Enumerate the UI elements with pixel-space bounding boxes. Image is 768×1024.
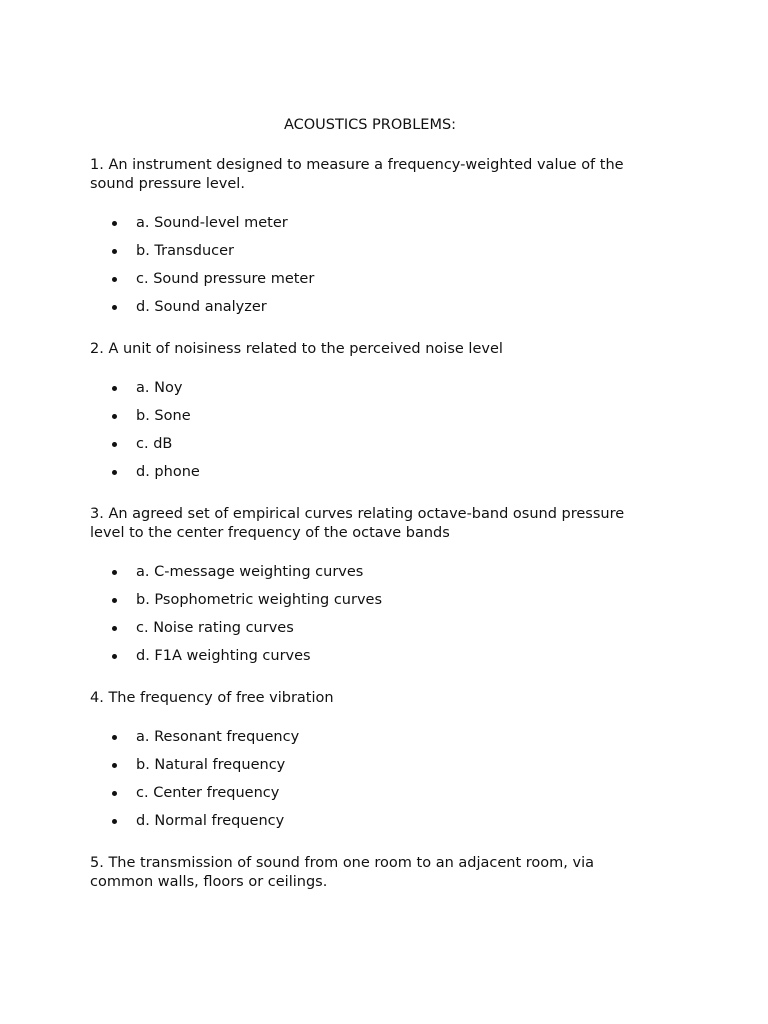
option-a bbox=[90, 214, 768, 242]
option-label: b. Natural frequency bbox=[136, 757, 286, 773]
option-d bbox=[90, 812, 768, 840]
question-text: 1. An instrument designed to measure a frequency-weighted value of the sound pressure level. bbox=[90, 157, 624, 192]
bullet-icon bbox=[112, 414, 117, 419]
option-label: d. Sound analyzer bbox=[136, 299, 267, 315]
option-c bbox=[90, 435, 768, 463]
option-d bbox=[90, 647, 768, 675]
bullet-icon bbox=[112, 654, 117, 659]
question-3 bbox=[90, 505, 768, 675]
option-label: a. Noy bbox=[136, 380, 183, 396]
bullet-icon bbox=[112, 791, 117, 796]
option-label: c. Sound pressure meter bbox=[136, 271, 315, 287]
option-b bbox=[90, 756, 768, 784]
bullet-icon bbox=[112, 442, 117, 447]
option-d bbox=[90, 298, 768, 326]
bullet-icon bbox=[112, 305, 117, 310]
document-title: ACOUSTICS PROBLEMS: bbox=[283, 117, 457, 133]
question-text: 2. A unit of noisiness related to the perceived noise level bbox=[90, 341, 503, 357]
bullet-icon bbox=[112, 626, 117, 631]
question-2 bbox=[90, 340, 768, 491]
option-label: c. Noise rating curves bbox=[136, 620, 294, 636]
question-text: 3. An agreed set of empirical curves relating octave-band osund pressure level to the center frequency of the octave bands bbox=[90, 506, 625, 541]
option-label: a. C-message weighting curves bbox=[136, 564, 364, 580]
option-label: d. F1A weighting curves bbox=[136, 648, 311, 664]
option-b bbox=[90, 407, 768, 435]
option-a bbox=[90, 728, 768, 756]
question-5 bbox=[90, 854, 768, 892]
answer-options bbox=[90, 563, 768, 675]
option-a bbox=[90, 563, 768, 591]
option-label: b. Transducer bbox=[136, 243, 234, 259]
bullet-icon bbox=[112, 470, 117, 475]
bullet-icon bbox=[112, 249, 117, 254]
answer-options bbox=[90, 214, 768, 326]
option-c bbox=[90, 270, 768, 298]
option-label: b. Psophometric weighting curves bbox=[136, 592, 383, 608]
question-1 bbox=[90, 156, 768, 326]
option-label: d. phone bbox=[136, 464, 200, 480]
bullet-icon bbox=[112, 221, 117, 226]
option-label: c. Center frequency bbox=[136, 785, 280, 801]
bullet-icon bbox=[112, 598, 117, 603]
option-a bbox=[90, 379, 768, 407]
answer-options bbox=[90, 728, 768, 840]
option-c bbox=[90, 784, 768, 812]
bullet-icon bbox=[112, 570, 117, 575]
option-label: a. Resonant frequency bbox=[136, 729, 300, 745]
option-b bbox=[90, 242, 768, 270]
option-label: a. Sound-level meter bbox=[136, 215, 288, 231]
option-c bbox=[90, 619, 768, 647]
option-b bbox=[90, 591, 768, 619]
question-4 bbox=[90, 689, 768, 840]
question-text: 4. The frequency of free vibration bbox=[90, 690, 334, 706]
option-d bbox=[90, 463, 768, 491]
bullet-icon bbox=[112, 277, 117, 282]
option-label: b. Sone bbox=[136, 408, 191, 424]
bullet-icon bbox=[112, 819, 117, 824]
bullet-icon bbox=[112, 763, 117, 768]
bullet-icon bbox=[112, 735, 117, 740]
question-text: 5. The transmission of sound from one room to an adjacent room, via common walls, floors or ceilings. bbox=[90, 855, 594, 890]
option-label: d. Normal frequency bbox=[136, 813, 285, 829]
bullet-icon bbox=[112, 386, 117, 391]
answer-options bbox=[90, 379, 768, 491]
option-label: c. dB bbox=[136, 436, 173, 452]
